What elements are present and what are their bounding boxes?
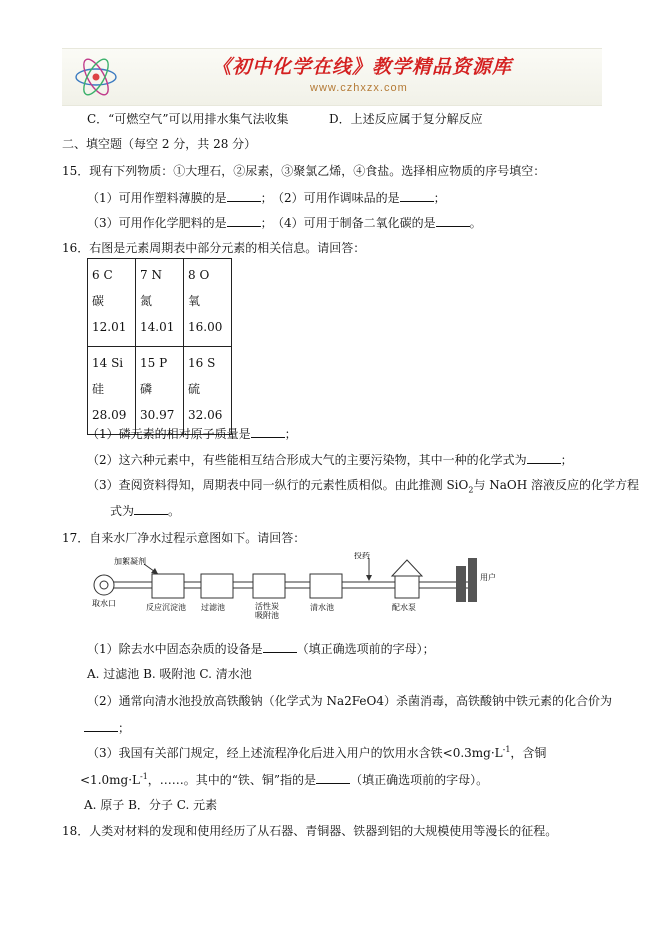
answer-blank[interactable] xyxy=(436,214,470,227)
answer-blank[interactable] xyxy=(251,425,285,438)
banner-title: 《初中化学在线》教学精品资源库 xyxy=(212,56,513,78)
pump-house-roof xyxy=(392,560,422,576)
atom-logo-icon xyxy=(72,53,120,101)
q14-option-c: C．“可燃空气”可以用排水集气法收集 xyxy=(87,112,289,126)
header-banner xyxy=(62,48,602,106)
svg-text:过滤池: 过滤池 xyxy=(201,603,225,612)
answer-blank[interactable] xyxy=(227,189,261,202)
element-cell: 14 Si 硅 28.09 xyxy=(88,347,136,435)
svg-text:清水池: 清水池 xyxy=(310,603,334,612)
q17-part-2: （2）通常向清水池投放高铁酸钠（化学式为 Na2FeO4）杀菌消毒，高铁酸钠中铁元素的化合价为 xyxy=(87,694,612,708)
answer-blank[interactable] xyxy=(316,771,350,784)
q15-part-4: （4）可用于制备二氧化碳的是 。 xyxy=(272,216,482,230)
q15-part-2: （2）可用作调味品的是 ； xyxy=(272,191,446,205)
element-cell: 8 O 氧 16.00 xyxy=(184,259,232,347)
q18-stem: 18．人类对材料的发现和使用经历了从石器、青铜器、铁器到铝的大规模使用等漫长的征程。 xyxy=(62,824,558,838)
q17-part-1-options: A. 过滤池 B. 吸附池 C. 清水池 xyxy=(87,667,252,681)
q16-part-2: （2）这六种元素中，有些能相互结合形成大气的主要污染物，其中一种的化学式为 ； xyxy=(87,453,573,467)
building-icon xyxy=(456,566,466,602)
element-cell: 7 N 氮 14.01 xyxy=(136,259,184,347)
tank-sedimentation xyxy=(152,574,184,598)
q15-stem: 15．现有下列物质：①大理石，②尿素，③聚氯乙烯，④食盐。选择相应物质的序号填空： xyxy=(62,164,546,178)
tank-adsorption xyxy=(253,574,285,598)
banner-url: www.czhxzx.com xyxy=(310,82,408,94)
intake-label: 取水口 xyxy=(92,599,116,608)
q17-stem: 17．自来水厂净水过程示意图如下。请回答： xyxy=(62,531,306,545)
answer-blank[interactable] xyxy=(263,640,297,653)
building-icon xyxy=(468,558,477,602)
section-heading: 二、填空题（每空 2 分，共 28 分） xyxy=(62,137,257,151)
element-cell: 6 C 碳 12.01 xyxy=(88,259,136,347)
q17-part-2-cont: ； xyxy=(84,719,130,736)
q17-part-1: （1）除去水中固态杂质的设备是 （填正确选项前的字母）； xyxy=(87,642,435,656)
tank-clean-water xyxy=(310,574,342,598)
q16-part-1: （1）磷元素的相对原子质量是 ； xyxy=(87,427,297,441)
answer-blank[interactable] xyxy=(400,189,434,202)
svg-text:配水泵: 配水泵 xyxy=(392,603,416,612)
q16-part-3: （3）查阅资料得知，周期表中同一纵行的元素性质相似。由此推测 SiO$_2$与 NaOH 溶液反应的化学方程 xyxy=(87,478,640,495)
water-treatment-diagram xyxy=(88,552,508,622)
periodic-table-excerpt xyxy=(87,258,232,435)
coagulant-arrow-icon xyxy=(151,568,158,574)
q17-part-3-options: A. 原子 B．分子 C. 元素 xyxy=(84,798,218,812)
answer-blank[interactable] xyxy=(134,502,168,515)
tank-filter xyxy=(201,574,233,598)
q17-part-3-cont: $<1.0mg\cdot L^{-1}$，……。其中的“铁、铜”指的是 （填正确选项前的字母）。 xyxy=(80,772,489,787)
q16-stem: 16．右图是元素周期表中部分元素的相关信息。请回答： xyxy=(62,241,366,255)
svg-text:活性炭: 活性炭 xyxy=(255,602,279,611)
svg-text:投药: 投药 xyxy=(354,552,370,560)
q17-part-3: （3）我国有关部门规定，经上述流程净化后进入用户的饮用水含铁$<0.3mg\cdot L^{-1}$，含铜 xyxy=(87,745,547,760)
svg-text:吸附池: 吸附池 xyxy=(255,611,279,620)
q14-option-d: D．上述反应属于复分解反应 xyxy=(329,112,483,126)
svg-text:反应沉淀池: 反应沉淀池 xyxy=(146,603,186,612)
pump-house xyxy=(395,576,419,598)
answer-blank[interactable] xyxy=(227,214,261,227)
svg-text:用户: 用户 xyxy=(480,573,496,582)
element-cell: 16 S 硫 32.06 xyxy=(184,347,232,435)
q15-part-1: （1）可用作塑料薄膜的是 ； xyxy=(87,191,273,205)
svg-text:加絮凝剂: 加絮凝剂 xyxy=(114,557,146,566)
q15-part-3: （3）可用作化学肥料的是 ； xyxy=(87,216,273,230)
answer-blank[interactable] xyxy=(527,451,561,464)
answer-blank[interactable] xyxy=(84,719,118,732)
element-cell: 15 P 磷 30.97 xyxy=(136,347,184,435)
q16-part-3-cont: 式为 。 xyxy=(110,504,181,518)
dosing-arrow-icon xyxy=(366,575,372,581)
